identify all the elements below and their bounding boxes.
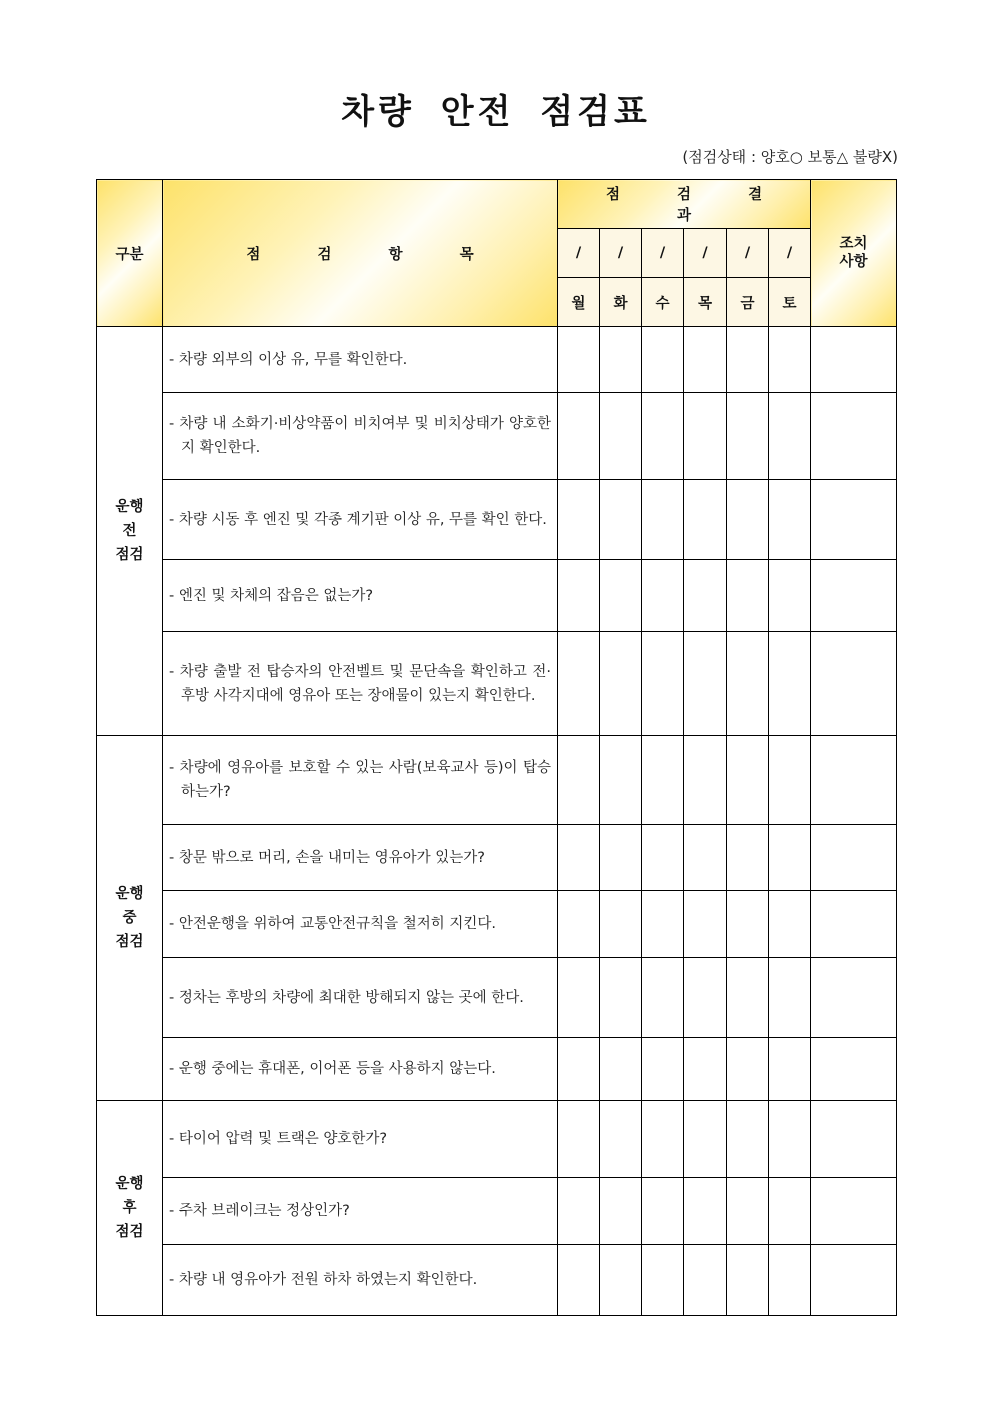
table-row (97, 891, 897, 958)
result-cell-wed[interactable] (642, 958, 684, 1038)
header-action-line2: 사항 (839, 254, 868, 270)
result-cell-tue[interactable] (600, 891, 642, 958)
result-cell-wed[interactable] (642, 1178, 684, 1245)
day-label-mon: 월 (558, 278, 600, 327)
table-row (97, 958, 897, 1038)
table-row (97, 736, 897, 825)
table-row (97, 393, 897, 480)
result-cell-tue[interactable] (600, 632, 642, 736)
result-cell-sat[interactable] (769, 1101, 811, 1178)
result-cell-mon[interactable] (558, 1101, 600, 1178)
result-cell-mon[interactable] (558, 825, 600, 891)
check-item (163, 825, 558, 891)
check-item-text: - 차량에 영유아를 보호할 수 있는 사람(보육교사 등)이 탑승하는가? (169, 760, 551, 800)
check-item-text: - 차량 외부의 이상 유, 무를 확인한다. (169, 351, 408, 368)
section-category-line: 후 (122, 1200, 137, 1216)
table-row (97, 1245, 897, 1316)
result-cell-wed[interactable] (642, 736, 684, 825)
inspection-table (96, 179, 897, 1316)
check-item-text: - 주차 브레이크는 정상인가? (169, 1203, 350, 1219)
header-action-line1: 조치 (839, 236, 868, 252)
result-cell-thu[interactable] (684, 393, 727, 480)
check-item (163, 327, 558, 393)
action-cell[interactable] (811, 958, 897, 1038)
check-item (163, 393, 558, 480)
action-cell[interactable] (811, 1178, 897, 1245)
check-item-text: - 정차는 후방의 차량에 최대한 방해되지 않는 곳에 한다. (169, 989, 524, 1006)
section-category (97, 736, 163, 1101)
table-row (97, 825, 897, 891)
result-cell-sat[interactable] (769, 1245, 811, 1316)
check-item (163, 891, 558, 958)
section-category (97, 327, 163, 736)
section-category-line: 점검 (115, 1224, 144, 1240)
section-category-line: 점검 (115, 934, 144, 950)
result-cell-mon[interactable] (558, 1178, 600, 1245)
result-cell-mon[interactable] (558, 1038, 600, 1101)
check-item-text: - 창문 밖으로 머리, 손을 내미는 영유아가 있는가? (169, 849, 485, 866)
result-cell-sat[interactable] (769, 632, 811, 736)
day-label-tue: 화 (600, 278, 642, 327)
result-cell-thu[interactable] (684, 958, 727, 1038)
action-cell[interactable] (811, 891, 897, 958)
result-cell-sat[interactable] (769, 825, 811, 891)
result-cell-mon[interactable] (558, 1245, 600, 1316)
check-item-text: - 타이어 압력 및 트랙은 양호한가? (169, 1131, 388, 1147)
result-cell-tue[interactable] (600, 480, 642, 560)
result-cell-wed[interactable] (642, 632, 684, 736)
result-cell-fri[interactable] (727, 327, 769, 393)
result-cell-thu[interactable] (684, 825, 727, 891)
result-cell-thu[interactable] (684, 1245, 727, 1316)
date-cell-wed[interactable]: / (642, 229, 684, 278)
result-cell-fri[interactable] (727, 1245, 769, 1316)
page-title: 차량 안전 점검표 (341, 92, 651, 132)
result-cell-mon[interactable] (558, 891, 600, 958)
result-cell-tue[interactable] (600, 825, 642, 891)
day-label-wed: 수 (642, 278, 684, 327)
action-cell[interactable] (811, 1038, 897, 1101)
section-category-line: 운행 (115, 1176, 144, 1192)
result-cell-fri[interactable] (727, 1038, 769, 1101)
result-cell-wed[interactable] (642, 480, 684, 560)
result-cell-mon[interactable] (558, 480, 600, 560)
result-cell-sat[interactable] (769, 393, 811, 480)
action-cell[interactable] (811, 327, 897, 393)
result-cell-tue[interactable] (600, 1038, 642, 1101)
action-cell[interactable] (811, 736, 897, 825)
check-item-text: - 차량 출발 전 탑승자의 안전벨트 및 문단속을 확인하고 전·후방 사각지대에 영유아 또는 장애물이 있는지 확인한다. (169, 663, 551, 704)
result-cell-wed[interactable] (642, 1245, 684, 1316)
result-cell-fri[interactable] (727, 736, 769, 825)
section-category-line: 중 (122, 910, 137, 926)
result-cell-tue[interactable] (600, 560, 642, 632)
check-item-text: - 운행 중에는 휴대폰, 이어폰 등을 사용하지 않는다. (169, 1061, 496, 1077)
result-cell-wed[interactable] (642, 1038, 684, 1101)
result-cell-thu[interactable] (684, 891, 727, 958)
result-cell-thu[interactable] (684, 480, 727, 560)
check-item (163, 1245, 558, 1316)
result-cell-sat[interactable] (769, 327, 811, 393)
result-cell-tue[interactable] (600, 1245, 642, 1316)
result-cell-sat[interactable] (769, 1178, 811, 1245)
section-category-line: 점검 (115, 547, 144, 563)
action-cell[interactable] (811, 480, 897, 560)
action-cell[interactable] (811, 632, 897, 736)
date-cell-thu[interactable]: / (684, 229, 727, 278)
check-item-text: - 차량 내 소화기·비상약품이 비치여부 및 비치상태가 양호한지 확인한다. (169, 416, 551, 456)
result-cell-tue[interactable] (600, 958, 642, 1038)
result-cell-tue[interactable] (600, 736, 642, 825)
result-cell-fri[interactable] (727, 1178, 769, 1245)
check-item (163, 632, 558, 736)
day-label-fri: 금 (727, 278, 769, 327)
action-cell[interactable] (811, 393, 897, 480)
result-cell-sat[interactable] (769, 736, 811, 825)
result-cell-fri[interactable] (727, 825, 769, 891)
day-label-sat: 토 (769, 278, 811, 327)
result-cell-thu[interactable] (684, 560, 727, 632)
result-cell-tue[interactable] (600, 393, 642, 480)
check-item (163, 1178, 558, 1245)
result-cell-wed[interactable] (642, 560, 684, 632)
table-row (97, 1038, 897, 1101)
action-cell[interactable] (811, 560, 897, 632)
check-item-text: - 차량 내 영유아가 전원 하차 하였는지 확인한다. (169, 1272, 478, 1288)
table-row (97, 632, 897, 736)
section-category-line: 운행 (115, 886, 144, 902)
table-row (97, 1178, 897, 1245)
check-item-text: - 엔진 및 차체의 잡음은 없는가? (169, 587, 374, 604)
check-item (163, 1101, 558, 1178)
check-item-text: - 안전운행을 위하여 교통안전규칙을 철저히 지킨다. (169, 916, 497, 932)
action-cell[interactable] (811, 825, 897, 891)
result-cell-mon[interactable] (558, 958, 600, 1038)
result-cell-wed[interactable] (642, 327, 684, 393)
result-cell-mon[interactable] (558, 393, 600, 480)
result-cell-thu[interactable] (684, 1038, 727, 1101)
section-category (97, 1101, 163, 1316)
table-row (97, 327, 897, 393)
table-row (97, 480, 897, 560)
result-cell-wed[interactable] (642, 1101, 684, 1178)
table-row (97, 560, 897, 632)
result-cell-thu[interactable] (684, 327, 727, 393)
result-cell-mon[interactable] (558, 327, 600, 393)
result-cell-fri[interactable] (727, 891, 769, 958)
result-cell-wed[interactable] (642, 393, 684, 480)
header-category: 구분 (97, 180, 163, 327)
result-cell-wed[interactable] (642, 825, 684, 891)
result-cell-thu[interactable] (684, 1101, 727, 1178)
day-label-thu: 목 (684, 278, 727, 327)
result-cell-fri[interactable] (727, 1101, 769, 1178)
check-item (163, 736, 558, 825)
result-cell-tue[interactable] (600, 1178, 642, 1245)
header-action (811, 180, 897, 327)
date-cell-tue[interactable]: / (600, 229, 642, 278)
status-legend: (점검상태 : 양호○ 보통△ 불량X) (682, 148, 898, 166)
result-cell-thu[interactable] (684, 736, 727, 825)
result-cell-sat[interactable] (769, 1038, 811, 1101)
result-cell-fri[interactable] (727, 632, 769, 736)
section-category-line: 운행 (115, 499, 144, 515)
check-item (163, 958, 558, 1038)
result-cell-fri[interactable] (727, 560, 769, 632)
table-row (97, 1101, 897, 1178)
date-cell-sat[interactable]: / (769, 229, 811, 278)
result-cell-sat[interactable] (769, 480, 811, 560)
result-cell-tue[interactable] (600, 1101, 642, 1178)
result-cell-mon[interactable] (558, 560, 600, 632)
result-cell-wed[interactable] (642, 891, 684, 958)
action-cell[interactable] (811, 1245, 897, 1316)
result-cell-sat[interactable] (769, 958, 811, 1038)
check-item (163, 1038, 558, 1101)
result-cell-tue[interactable] (600, 327, 642, 393)
check-item (163, 480, 558, 560)
check-item (163, 560, 558, 632)
result-cell-mon[interactable] (558, 736, 600, 825)
date-cell-fri[interactable]: / (727, 229, 769, 278)
result-cell-fri[interactable] (727, 480, 769, 560)
result-cell-sat[interactable] (769, 891, 811, 958)
result-cell-fri[interactable] (727, 958, 769, 1038)
result-cell-thu[interactable] (684, 1178, 727, 1245)
header-items: 점 검 항 목 (163, 180, 558, 327)
result-cell-mon[interactable] (558, 632, 600, 736)
header-results: 점 검 결 과 (558, 180, 811, 229)
action-cell[interactable] (811, 1101, 897, 1178)
check-item-text: - 차량 시동 후 엔진 및 각종 계기판 이상 유, 무를 확인 한다. (169, 511, 547, 528)
result-cell-thu[interactable] (684, 632, 727, 736)
section-category-line: 전 (122, 523, 137, 539)
result-cell-sat[interactable] (769, 560, 811, 632)
result-cell-fri[interactable] (727, 393, 769, 480)
date-cell-mon[interactable]: / (558, 229, 600, 278)
